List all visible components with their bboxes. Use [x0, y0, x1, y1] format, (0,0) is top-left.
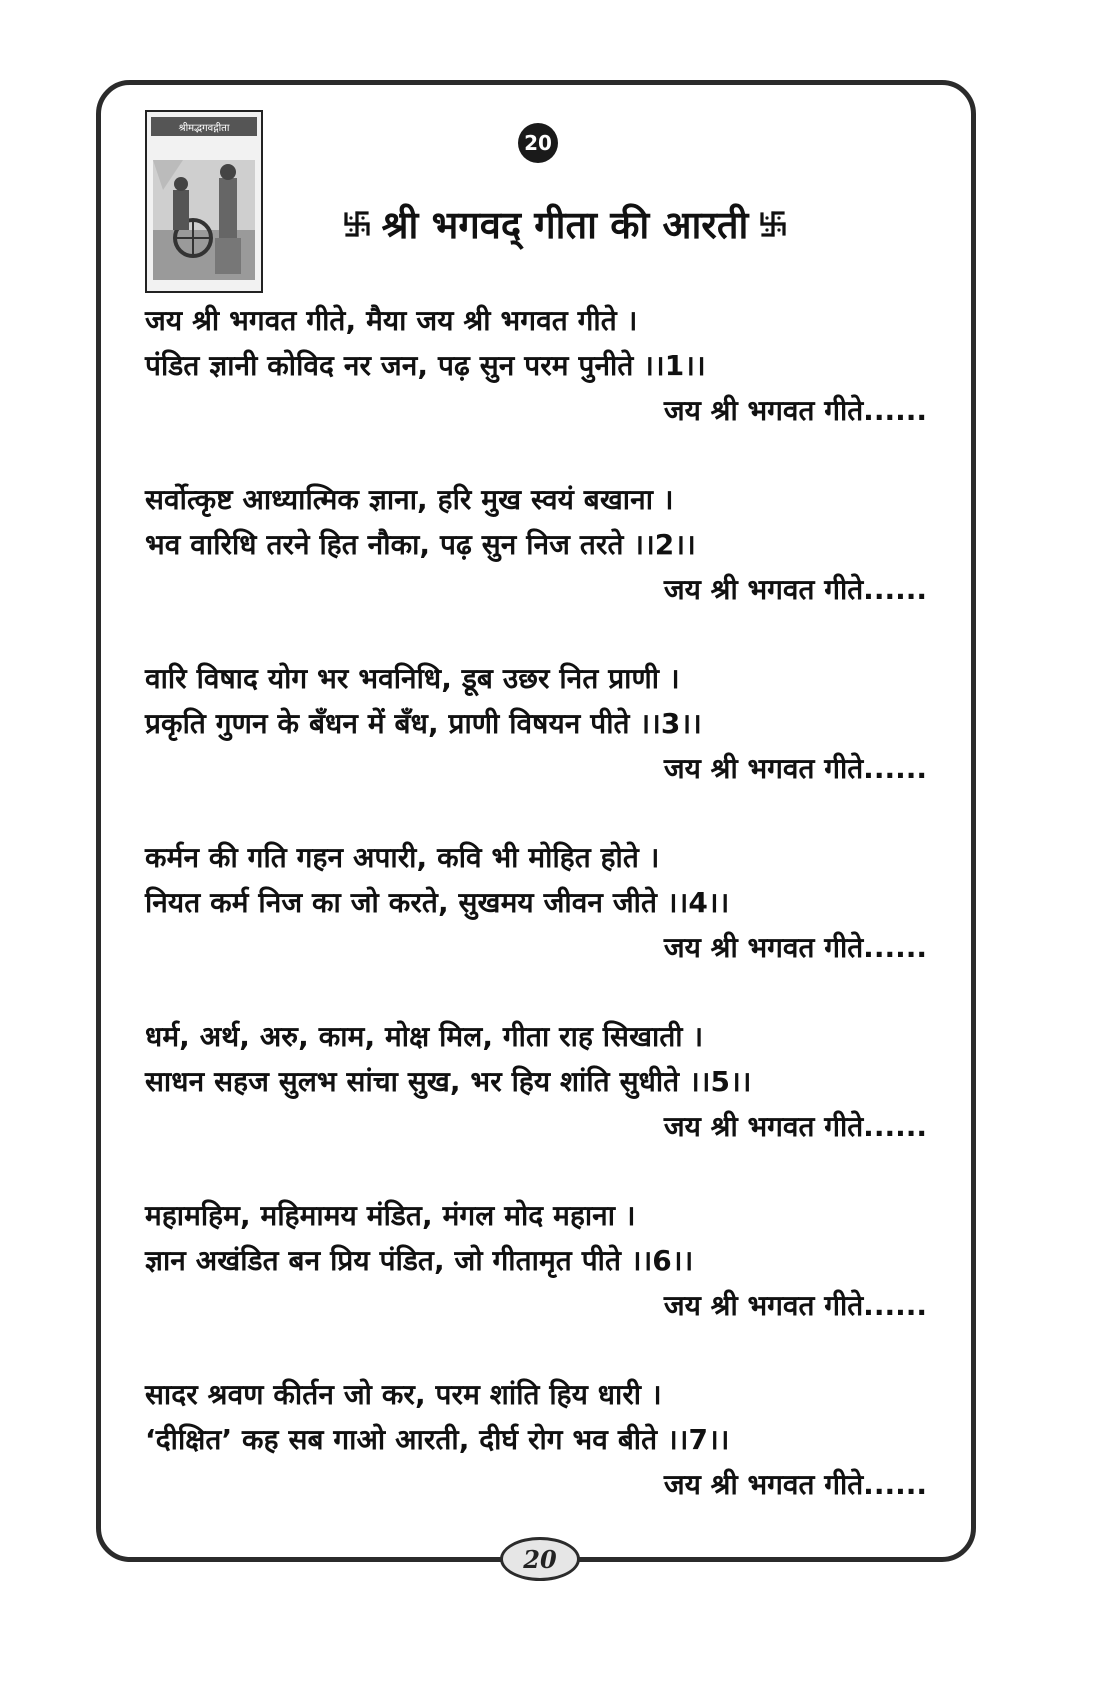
verse-line: प्रकृति गुणन के बँधन में बँध, प्राणी विषयन पीते ।।3।। — [145, 707, 702, 740]
verse-line: महामहिम, महिमामय मंडित, मंगल मोद महाना । — [145, 1199, 636, 1232]
verse-line: पंडित ज्ञानी कोविद नर जन, पढ़ सुन परम पुनीते ।।1।। — [145, 349, 706, 382]
refrain-line: जय श्री भगवत गीते...... — [663, 1289, 927, 1322]
page-number-badge: 20 — [518, 123, 558, 163]
verse-line: जय श्री भगवत गीते, मैया जय श्री भगवत गीते । — [145, 304, 638, 337]
stanza — [145, 1372, 935, 1507]
verse-line: नियत कर्म निज का जो करते, सुखमय जीवन जीते ।।4।। — [145, 886, 730, 919]
verse-line: भव वारिधि तरने हित नौका, पढ़ सुन निज तरते ।।2।। — [145, 528, 696, 561]
aarti-verses — [145, 298, 935, 1551]
refrain-line: जय श्री भगवत गीते...... — [663, 1468, 927, 1501]
verse-line: वारि विषाद योग भर भवनिधि, डूब उछर नित प्राणी । — [145, 662, 680, 695]
book-cover-thumbnail — [145, 110, 263, 293]
stanza — [145, 835, 935, 970]
refrain-line: जय श्री भगवत गीते...... — [663, 752, 927, 785]
stanza — [145, 298, 935, 433]
verse-line: सर्वोत्कृष्ट आध्यात्मिक ज्ञाना, हरि मुख स्वयं बखाना । — [145, 483, 674, 516]
swastika-icon — [342, 209, 372, 239]
stanza — [145, 1014, 935, 1149]
refrain-line: जय श्री भगवत गीते...... — [663, 931, 927, 964]
verse-line: साधन सहज सुलभ सांचा सुख, भर हिय शांति सुधीते ।।5।। — [145, 1065, 752, 1098]
verse-line: सादर श्रवण कीर्तन जो कर, परम शांति हिय धारी । — [145, 1378, 662, 1411]
footer-page-number: 20 — [500, 1537, 580, 1581]
refrain-line: जय श्री भगवत गीते...... — [663, 394, 927, 427]
swastika-icon — [758, 209, 788, 239]
page-title: श्री भगवद् गीता की आरती — [381, 203, 749, 247]
cover-illustration — [153, 160, 255, 280]
page-heading — [295, 196, 835, 252]
refrain-line: जय श्री भगवत गीते...... — [663, 1110, 927, 1143]
verse-line: ‘दीक्षित’ कह सब गाओ आरती, दीर्घ रोग भव बीते ।।7।। — [145, 1423, 730, 1456]
verse-line: ज्ञान अखंडित बन प्रिय पंडित, जो गीतामृत पीते ।।6।। — [145, 1244, 694, 1277]
verse-line: कर्मन की गति गहन अपारी, कवि भी मोहित होते । — [145, 841, 660, 874]
stanza — [145, 477, 935, 612]
verse-line: धर्म, अर्थ, अरु, काम, मोक्ष मिल, गीता राह सिखाती । — [145, 1020, 704, 1053]
refrain-line: जय श्री भगवत गीते...... — [663, 573, 927, 606]
cover-title: श्रीमद्भगवद्गीता — [151, 117, 257, 136]
stanza — [145, 1193, 935, 1328]
stanza — [145, 656, 935, 791]
cover-header — [147, 112, 261, 114]
